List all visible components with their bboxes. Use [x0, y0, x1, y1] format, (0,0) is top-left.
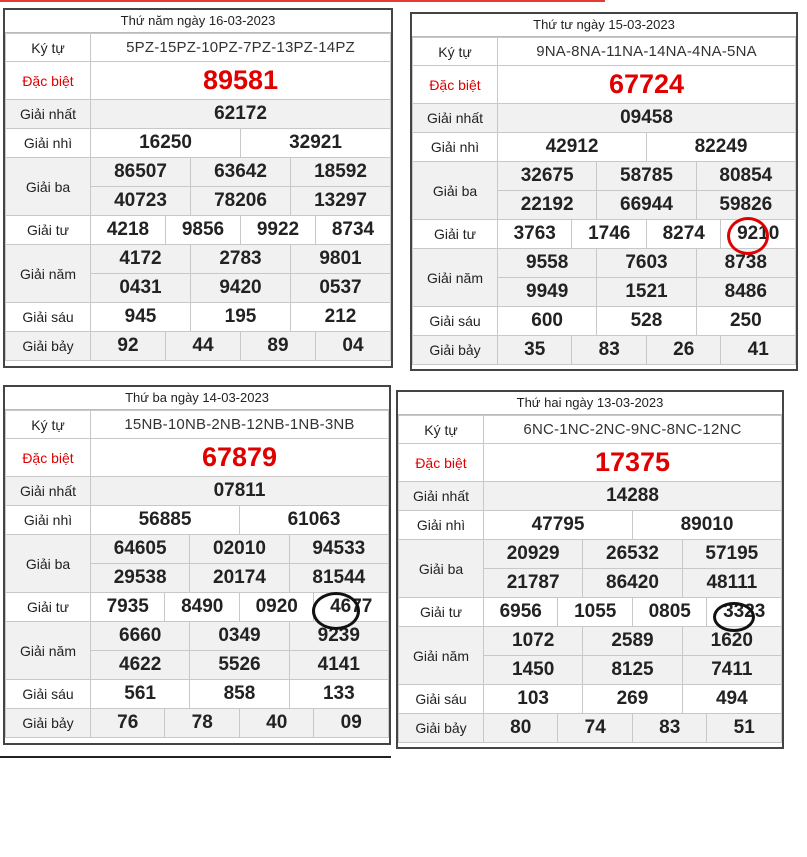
fifth-prize-number: 6660 [91, 622, 190, 651]
sixth-prize-number: 561 [91, 680, 190, 709]
third-prize-number: 86420 [583, 569, 682, 598]
fourth-prize-number: 0805 [632, 598, 706, 627]
third-prize-number: 66944 [597, 191, 696, 220]
fourth-prize-number: 7935 [91, 593, 165, 622]
first-prize-number: 07811 [91, 477, 389, 506]
row-giai-nhat [6, 100, 391, 129]
fifth-prize-number: 2589 [583, 627, 682, 656]
row-giai-nhi [6, 506, 389, 535]
seventh-prize-number: 26 [646, 336, 720, 365]
top-red-line [0, 0, 605, 2]
draw-date-title: Thứ ba ngày 14-03-2023 [5, 387, 389, 410]
sixth-prize-number: 103 [484, 685, 583, 714]
fifth-prize-number: 1450 [484, 656, 583, 685]
special-prize-number: 67879 [91, 439, 389, 477]
sixth-prize-number: 858 [190, 680, 289, 709]
third-prize-number: 94533 [289, 535, 388, 564]
first-prize-number: 09458 [498, 104, 796, 133]
fourth-prize-number: 1746 [572, 220, 646, 249]
third-prize-number: 18592 [291, 158, 391, 187]
third-prize-number: 86507 [91, 158, 191, 187]
second-prize-number: 47795 [484, 511, 633, 540]
draw-date-title: Thứ năm ngày 16-03-2023 [5, 10, 391, 33]
third-prize-number: 59826 [696, 191, 795, 220]
bottom-divider-line [0, 756, 391, 758]
fifth-prize-number: 8738 [696, 249, 795, 278]
fifth-prize-number: 7603 [597, 249, 696, 278]
label-giai-sau: Giải sáu [6, 303, 91, 332]
label-giai-tu: Giải tư [413, 220, 498, 249]
row-ky-tu [6, 411, 389, 439]
result-card-14-03 [3, 385, 391, 745]
label-giai-ba: Giải ba [6, 535, 91, 593]
results-table [412, 37, 796, 365]
third-prize-number: 13297 [291, 187, 391, 216]
label-giai-nam: Giải năm [413, 249, 498, 307]
label-dac-biet: Đặc biệt [399, 444, 484, 482]
fourth-prize-number: 9922 [241, 216, 316, 245]
fourth-prize-number: 8274 [646, 220, 720, 249]
seventh-prize-number: 44 [166, 332, 241, 361]
fifth-prize-number: 2783 [191, 245, 291, 274]
fourth-prize-number: 0920 [239, 593, 313, 622]
row-giai-bay [6, 709, 389, 738]
row-giai-ba [6, 158, 391, 187]
row-dac-biet [399, 444, 782, 482]
row-giai-nam [399, 627, 782, 656]
seventh-prize-number: 80 [484, 714, 558, 743]
fifth-prize-number: 1620 [682, 627, 781, 656]
fourth-prize-number: 9210 [721, 220, 796, 249]
third-prize-number: 02010 [190, 535, 289, 564]
label-giai-ba: Giải ba [399, 540, 484, 598]
row-giai-nam [6, 622, 389, 651]
special-prize-number: 89581 [91, 62, 391, 100]
sixth-prize-number: 600 [498, 307, 597, 336]
label-giai-ba: Giải ba [6, 158, 91, 216]
fifth-prize-number: 9949 [498, 278, 597, 307]
label-giai-nhat: Giải nhất [399, 482, 484, 511]
fifth-prize-number: 9239 [289, 622, 388, 651]
seventh-prize-number: 92 [91, 332, 166, 361]
row-dac-biet [6, 62, 391, 100]
sixth-prize-number: 250 [696, 307, 795, 336]
row-ky-tu [6, 34, 391, 62]
second-prize-number: 61063 [239, 506, 388, 535]
row-dac-biet [6, 439, 389, 477]
fifth-prize-number: 0349 [190, 622, 289, 651]
seventh-prize-number: 78 [165, 709, 239, 738]
sixth-prize-number: 528 [597, 307, 696, 336]
row-giai-tu [6, 216, 391, 245]
row-giai-sau [413, 307, 796, 336]
seventh-prize-number: 41 [721, 336, 796, 365]
second-prize-number: 32921 [241, 129, 391, 158]
second-prize-number: 89010 [632, 511, 781, 540]
label-giai-tu: Giải tư [6, 593, 91, 622]
label-giai-bay: Giải bảy [399, 714, 484, 743]
fourth-prize-number: 3763 [498, 220, 572, 249]
seventh-prize-number: 76 [91, 709, 165, 738]
seventh-prize-number: 89 [241, 332, 316, 361]
label-dac-biet: Đặc biệt [413, 66, 498, 104]
special-prize-number: 67724 [498, 66, 796, 104]
seventh-prize-number: 83 [632, 714, 706, 743]
row-giai-ba [399, 540, 782, 569]
seventh-prize-number: 40 [239, 709, 313, 738]
ky-tu-codes: 6NC-1NC-2NC-9NC-8NC-12NC [484, 416, 782, 444]
label-giai-sau: Giải sáu [413, 307, 498, 336]
row-giai-ba [413, 162, 796, 191]
fifth-prize-number: 4172 [91, 245, 191, 274]
sixth-prize-number: 133 [289, 680, 388, 709]
fourth-prize-number: 8490 [165, 593, 239, 622]
label-giai-nhat: Giải nhất [413, 104, 498, 133]
row-giai-nhi [399, 511, 782, 540]
fifth-prize-number: 1521 [597, 278, 696, 307]
fifth-prize-number: 9420 [191, 274, 291, 303]
third-prize-number: 63642 [191, 158, 291, 187]
fourth-prize-number: 9856 [166, 216, 241, 245]
label-giai-bay: Giải bảy [6, 709, 91, 738]
label-giai-nam: Giải năm [6, 622, 91, 680]
first-prize-number: 14288 [484, 482, 782, 511]
fourth-prize-number: 8734 [316, 216, 391, 245]
fourth-prize-number: 4677 [314, 593, 389, 622]
fifth-prize-number: 4141 [289, 651, 388, 680]
sixth-prize-number: 945 [91, 303, 191, 332]
third-prize-number: 78206 [191, 187, 291, 216]
sixth-prize-number: 494 [682, 685, 781, 714]
fourth-prize-number: 4218 [91, 216, 166, 245]
fifth-prize-number: 0431 [91, 274, 191, 303]
row-giai-nhat [413, 104, 796, 133]
row-ky-tu [399, 416, 782, 444]
result-card-15-03 [410, 12, 798, 371]
third-prize-number: 21787 [484, 569, 583, 598]
draw-date-title: Thứ hai ngày 13-03-2023 [398, 392, 782, 415]
fifth-prize-number: 1072 [484, 627, 583, 656]
row-giai-nam [6, 245, 391, 274]
label-giai-sau: Giải sáu [6, 680, 91, 709]
label-giai-nhi: Giải nhì [6, 506, 91, 535]
seventh-prize-number: 74 [558, 714, 632, 743]
row-giai-nam [413, 249, 796, 278]
third-prize-number: 58785 [597, 162, 696, 191]
label-giai-ba: Giải ba [413, 162, 498, 220]
second-prize-number: 16250 [91, 129, 241, 158]
third-prize-number: 20929 [484, 540, 583, 569]
label-giai-nhi: Giải nhì [6, 129, 91, 158]
row-giai-tu [399, 598, 782, 627]
row-giai-nhat [6, 477, 389, 506]
result-card-16-03 [3, 8, 393, 368]
third-prize-number: 40723 [91, 187, 191, 216]
label-ky-tu: Ký tự [6, 411, 91, 439]
ky-tu-codes: 15NB-10NB-2NB-12NB-1NB-3NB [91, 411, 389, 439]
third-prize-number: 29538 [91, 564, 190, 593]
row-giai-nhi [6, 129, 391, 158]
label-ky-tu: Ký tự [6, 34, 91, 62]
row-giai-nhi [413, 133, 796, 162]
row-giai-nhat [399, 482, 782, 511]
fifth-prize-number: 4622 [91, 651, 190, 680]
third-prize-number: 81544 [289, 564, 388, 593]
results-table [5, 33, 391, 361]
row-ky-tu [413, 38, 796, 66]
sixth-prize-number: 212 [291, 303, 391, 332]
second-prize-number: 42912 [498, 133, 647, 162]
row-giai-tu [6, 593, 389, 622]
third-prize-number: 20174 [190, 564, 289, 593]
label-giai-nam: Giải năm [399, 627, 484, 685]
label-giai-bay: Giải bảy [413, 336, 498, 365]
row-giai-sau [6, 303, 391, 332]
draw-date-title: Thứ tư ngày 15-03-2023 [412, 14, 796, 37]
seventh-prize-number: 35 [498, 336, 572, 365]
fifth-prize-number: 9801 [291, 245, 391, 274]
row-giai-sau [399, 685, 782, 714]
seventh-prize-number: 04 [316, 332, 391, 361]
seventh-prize-number: 51 [707, 714, 782, 743]
fifth-prize-number: 9558 [498, 249, 597, 278]
label-giai-sau: Giải sáu [399, 685, 484, 714]
row-giai-bay [413, 336, 796, 365]
fourth-prize-number: 6956 [484, 598, 558, 627]
sixth-prize-number: 269 [583, 685, 682, 714]
special-prize-number: 17375 [484, 444, 782, 482]
fifth-prize-number: 7411 [682, 656, 781, 685]
third-prize-number: 22192 [498, 191, 597, 220]
results-table [5, 410, 389, 738]
label-giai-bay: Giải bảy [6, 332, 91, 361]
fourth-prize-number: 3323 [707, 598, 782, 627]
row-giai-bay [399, 714, 782, 743]
second-prize-number: 56885 [91, 506, 240, 535]
third-prize-number: 64605 [91, 535, 190, 564]
fifth-prize-number: 8125 [583, 656, 682, 685]
ky-tu-codes: 5PZ-15PZ-10PZ-7PZ-13PZ-14PZ [91, 34, 391, 62]
label-dac-biet: Đặc biệt [6, 439, 91, 477]
row-giai-sau [6, 680, 389, 709]
first-prize-number: 62172 [91, 100, 391, 129]
third-prize-number: 26532 [583, 540, 682, 569]
label-giai-tu: Giải tư [399, 598, 484, 627]
label-giai-nhat: Giải nhất [6, 477, 91, 506]
fifth-prize-number: 0537 [291, 274, 391, 303]
sixth-prize-number: 195 [191, 303, 291, 332]
second-prize-number: 82249 [646, 133, 795, 162]
third-prize-number: 48111 [682, 569, 781, 598]
seventh-prize-number: 09 [314, 709, 389, 738]
label-giai-nhi: Giải nhì [413, 133, 498, 162]
results-table [398, 415, 782, 743]
row-dac-biet [413, 66, 796, 104]
fourth-prize-number: 1055 [558, 598, 632, 627]
label-giai-nam: Giải năm [6, 245, 91, 303]
label-dac-biet: Đặc biệt [6, 62, 91, 100]
label-giai-tu: Giải tư [6, 216, 91, 245]
third-prize-number: 57195 [682, 540, 781, 569]
seventh-prize-number: 83 [572, 336, 646, 365]
row-giai-tu [413, 220, 796, 249]
result-card-13-03 [396, 390, 784, 749]
fifth-prize-number: 5526 [190, 651, 289, 680]
label-giai-nhat: Giải nhất [6, 100, 91, 129]
third-prize-number: 32675 [498, 162, 597, 191]
ky-tu-codes: 9NA-8NA-11NA-14NA-4NA-5NA [498, 38, 796, 66]
label-ky-tu: Ký tự [413, 38, 498, 66]
third-prize-number: 80854 [696, 162, 795, 191]
label-ky-tu: Ký tự [399, 416, 484, 444]
label-giai-nhi: Giải nhì [399, 511, 484, 540]
fifth-prize-number: 8486 [696, 278, 795, 307]
row-giai-ba [6, 535, 389, 564]
row-giai-bay [6, 332, 391, 361]
